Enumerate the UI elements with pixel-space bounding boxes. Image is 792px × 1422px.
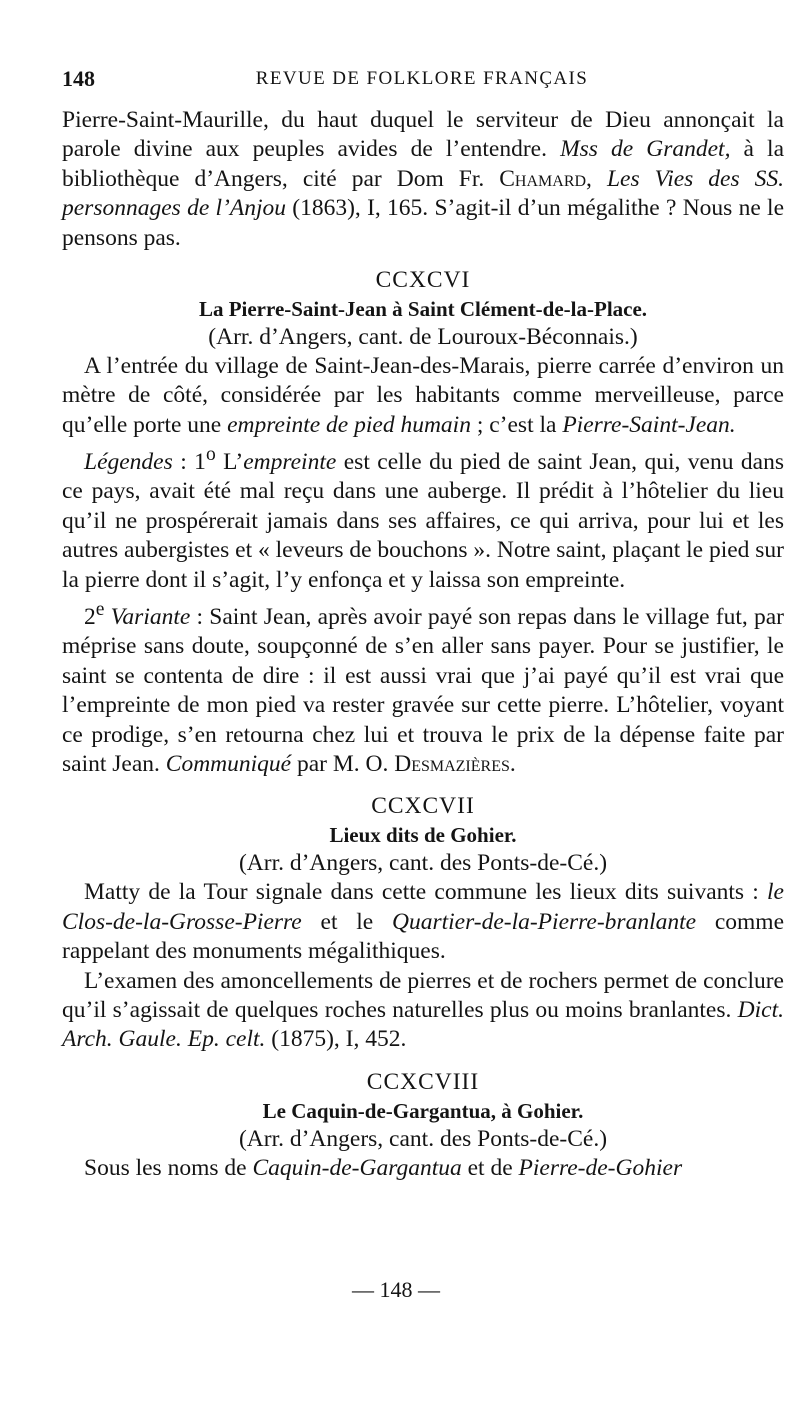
page-footer: — 148 — [352,1277,440,1302]
section-ccxcvi [62,265,784,779]
header-page-number: 148 [62,66,95,91]
text-run: Pierre-Saint-Maurille, du haut duquel le serviteur de Dieu annonçait la parole divine aux peuples avides de l’entendre. [62,107,784,163]
italic-run: empreinte de pied humain [227,411,471,438]
italic-run: Pierre-de-Gohier [518,1154,683,1181]
text-run: est celle du pied de saint Jean, qui, venu dans ce pays, avait été mal reçu dans une auberge. Il prédit à l’hôtelier du lieu qu’il ne prospérerait jamais dans ses affaires, ce qui arriva, pour lui et les autres aubergistes et « leveurs de bouchons ». Notre saint, plaçant le pied sur la pierre dont il s’agit, l’y enfonça et y laissa son empreinte. [62,449,784,593]
section-title: Le Caquin-de-Gargantua, à Gohier. [262,1098,584,1123]
paragraph [62,967,784,1055]
text-run: par M. O. [291,750,395,777]
text-run: et le [301,908,392,935]
text-run: : Saint Jean, après avoir payé son repas dans le village fut, par méprise sans doute, soupçonné de s’en aller sans payer. Pour se justifier, le saint se contenta de dire : il est aussi vrai que j’ai payé qu’il est vrai que l’empreinte de mon pied va rester gravée sur cette pierre. L’hôtelier, voyant ce prodige, s’en retourna chez lui et trouva le prix de la dépense faite par saint Jean. [62,603,784,777]
text-run: 2 [84,603,96,630]
text-run: et de [461,1154,519,1181]
italic-run: Quartier-de-la-Pierre-branlante [391,908,697,935]
paragraph [62,878,784,966]
italic-run: Pierre-Saint-Jean. [562,411,736,438]
section-title: La Pierre-Saint-Jean à Saint Clément-de-la-Place. [198,297,648,322]
section-location: (Arr. d’Angers, cant. de Louroux-Béconnais.) [208,324,638,351]
text-run: A l’entrée du village de Saint-Jean-des-Marais, pierre carrée d’environ un mètre de côté, considérée par les habitants comme merveilleuse, parce qu’elle porte une [62,353,784,438]
text-run: Sous les noms de [84,1154,253,1181]
author-name: Chamard, [499,165,592,192]
section-number: CCXCVII [371,793,475,820]
paragraph [62,352,784,440]
page-body [62,106,784,1183]
page-header [62,66,782,96]
italic-run: Mss de Grandet, [560,136,731,163]
italic-run: Caquin-de-Gargantua [252,1154,462,1181]
section-number: CCXCVI [375,267,471,294]
section-ccxcvii [62,791,784,1054]
superscript: e [95,599,105,621]
italic-run: Les Vies des SS. personnages de l’Anjou [62,165,785,222]
text-run: : 1 [172,449,206,476]
section-ccxcviii [62,1067,784,1183]
running-title: REVUE DE FOLKLORE FRANÇAIS [255,68,589,89]
superscript: o [205,444,216,466]
text-run: à la bibliothèque d’Angers, cité par Dom Fr. [62,136,785,192]
section-number: CCXCVIII [366,1068,480,1095]
text-run: (1875), I, 452. [265,1026,407,1053]
text-run: (1863), I, 165. S’agit-il d’un mégalithe ? Nous ne le pensons pas. [62,195,785,251]
italic-run: Variante [110,603,191,630]
italic-run: le Clos-de-la-Grosse-Pierre [62,879,784,935]
text-run: L’ [215,449,244,476]
italic-run: Communiqué [165,750,292,777]
text-run: Matty de la Tour signale dans cette commune les lieux dits suivants : [84,879,768,906]
text-run: comme rappelant des monuments mégalithiques. [62,908,784,965]
section-location: (Arr. d’Angers, cant. des Ponts-de-Cé.) [238,1125,608,1152]
text-run: ; c’est la [470,411,563,438]
intro-paragraph [62,106,784,253]
paragraph [62,440,784,595]
italic-run: Dict. Arch. Gaule. Ep. celt. [62,997,784,1053]
italic-run: empreinte [243,449,337,476]
author-name: Desmazières. [394,750,516,777]
section-title: Lieux dits de Gohier. [329,823,517,848]
section-location: (Arr. d’Angers, cant. des Ponts-de-Cé.) [238,850,608,877]
paragraph [62,595,784,779]
italic-run: Légendes [84,449,173,476]
text-run: L’examen des amoncellements de pierres et de rochers permet de conclure qu’il s’agissait de quelques roches naturelles plus ou moins branlantes. [62,967,784,1023]
paragraph [62,1154,784,1183]
